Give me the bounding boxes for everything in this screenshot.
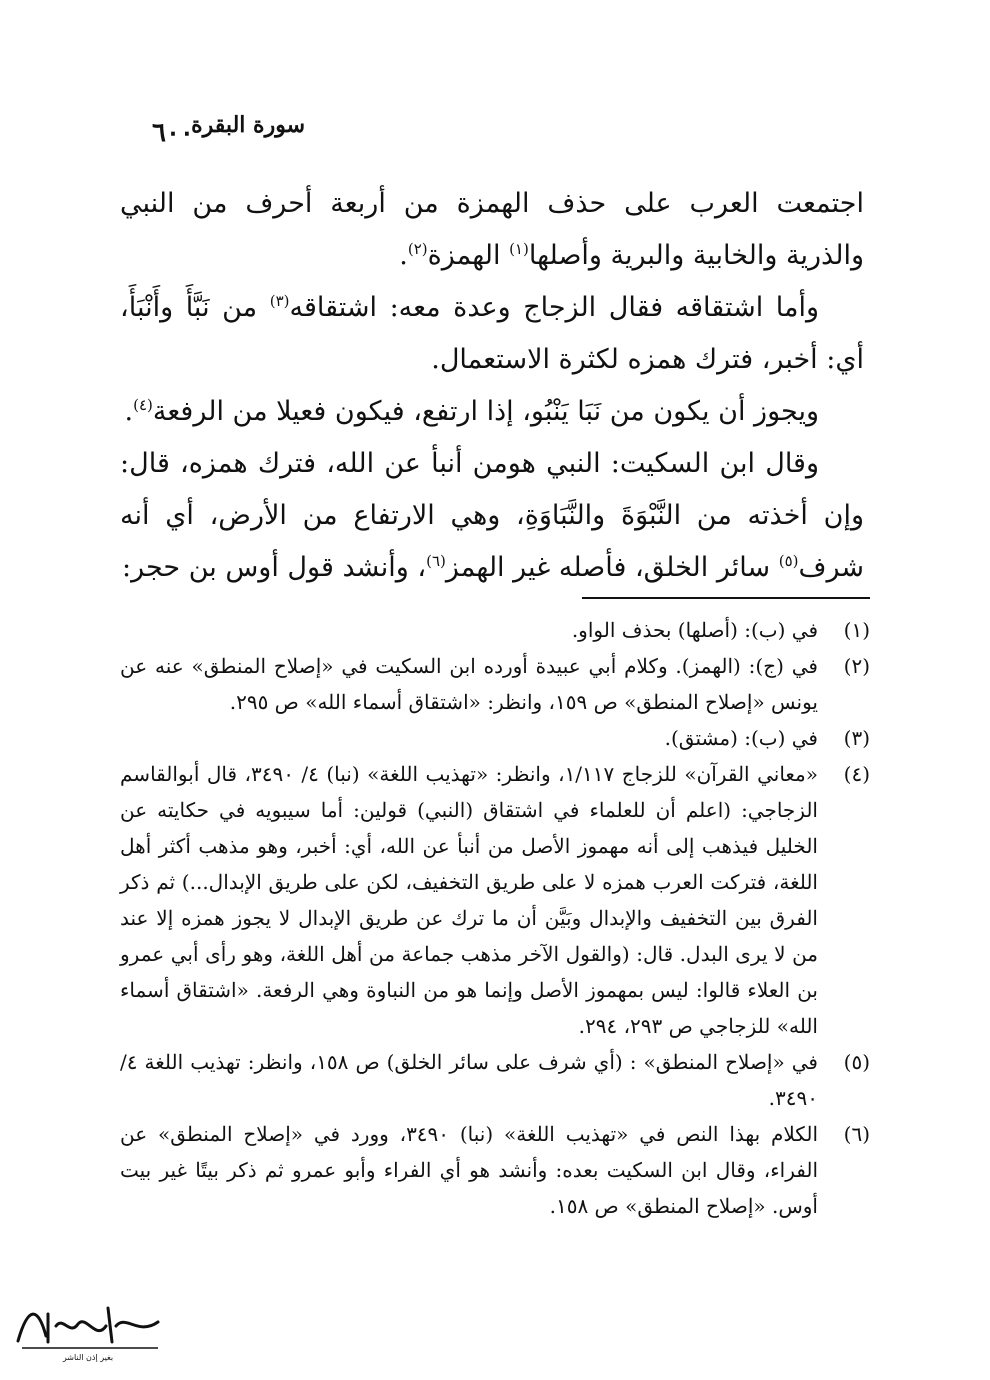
paragraph-1-text-b: الهمزة — [427, 240, 510, 271]
footnote-text: في (ب): (مشتق). — [664, 726, 818, 750]
paragraph-2-text: وأما اشتقاقه فقال الزجاج وعدة معه: اشتقاقه — [289, 292, 819, 323]
footnote-number: (٦) — [843, 1122, 870, 1146]
main-text — [120, 178, 864, 594]
paragraph-1 — [120, 178, 864, 282]
footnote-text: في «إصلاح المنطق» : (أي شرف على سائر الخلق) ص ١٥٨، وانظر: تهذيب اللغة ٤/ ٣٤٩٠. — [120, 1050, 818, 1110]
footnote-ref-1: (١) — [509, 240, 529, 258]
paragraph-4-text-b: سائر الخلق، فأصله غير الهمز — [445, 552, 779, 583]
paragraph-4-text-c: ، وأنشد قول أوس بن حجر: — [122, 552, 427, 583]
paragraph-1-text: اجتمعت العرب على حذف الهمزة من أربعة أحرف من النبي والذرية والخابية والبرية وأصلها — [120, 188, 864, 271]
logo-subtitle: بغير إذن الناشر — [62, 1353, 114, 1362]
footnote-text: الكلام بهذا النص في «تهذيب اللغة» (نبا) ٣٤٩٠، وورد في «إصلاح المنطق» عن الفراء، وقال ابن السكيت بعده: وأنشد هو أي الفراء وأبو عمرو ثم ذكر بيتًا غير بيت أوس. «إصلاح المنطق» ص ١٥٨. — [120, 1122, 818, 1218]
footnotes — [120, 612, 870, 1224]
paragraph-3-text-b: . — [124, 396, 134, 427]
footnote-number: (٥) — [843, 1050, 870, 1074]
paragraph-3 — [120, 386, 864, 438]
running-title: سورة البقرة — [191, 112, 305, 138]
footnote-text: في (ج): (الهمز). وكلام أبي عبيدة أورده ابن السكيت في «إصلاح المنطق» عنه عن يونس «إصلاح المنطق» ص ١٥٩، وانظر: «اشتقاق أسماء الله» ص ٢٩٥. — [120, 654, 818, 714]
paragraph-2-text-b: من نَبَّأَ وأَنْبَأَ، أي: أخبر، فترك همزه لكثرة الاستعمال. — [120, 292, 864, 375]
footnote-ref-2: (٢) — [407, 240, 428, 258]
footnote-text: في (ب): (أصلها) بحذف الواو. — [571, 618, 818, 642]
footnote-ref-3: (٣) — [269, 292, 290, 310]
page-number: ٦٠٠ — [152, 118, 194, 148]
paragraph-1-text-c: . — [399, 240, 408, 271]
footnote-number: (١) — [843, 618, 870, 642]
paragraph-4-text: وقال ابن السكيت: النبي هومن أنبأ عن الله، فترك همزه، قال: وإن أخذته من النَّبْوَةَ والنَّبَاوَةِ، وهي الارتفاع من الأرض، أي أنه شرف — [120, 448, 864, 583]
footnote-ref-6: (٦) — [426, 552, 446, 570]
paragraph-3-text: ويجوز أن يكون من نَبَا يَنْبُو، إذا ارتفع، فيكون فعيلا من الرفعة — [152, 396, 819, 427]
footnote-number: (٣) — [843, 726, 870, 750]
footnote-number: (٤) — [843, 762, 870, 786]
footnote-item — [120, 1116, 870, 1224]
footnote-number: (٢) — [843, 654, 870, 678]
footnote-text: «معاني القرآن» للزجاج ١/١١٧، وانظر: «تهذيب اللغة» (نبا) ٤/ ٣٤٩٠، قال أبوالقاسم الزجاجي: (اعلم أن للعلماء في اشتقاق (النبي) قولين: أما سيبويه في حكايته عن الخليل فيذهب إلى أنه مهموز الأصل من أنبأ عن الله، أي: أخبر، وهو مذهب أكثر أهل اللغة، فتركت العرب همزه لا على طريق التخفيف، لكن على طريق الإبدال...) ثم ذكر الفرق بين التخفيف والإبدال وبَيَّن أن ما ترك عن طريق الإبدال لا يجوز همزه إلا عند من لا يرى البدل. قال: (والقول الآخر مذهب جماعة من أهل اللغة، وهو رأى أبي عمرو بن العلاء قالوا: ليس بمهموز الأصل وإنما هو من النباوة وهي الرفعة. «اشتقاق أسماء الله» للزجاجي ص ٢٩٣، ٢٩٤. — [120, 762, 819, 1038]
footnote-ref-4: (٤) — [133, 396, 153, 414]
footnote-divider — [582, 597, 870, 599]
footnote-item — [120, 756, 870, 1044]
footnote-ref-5: (٥) — [778, 552, 799, 570]
footnote-item — [120, 648, 870, 720]
publisher-logo — [8, 1296, 168, 1366]
footnote-item — [120, 1044, 870, 1116]
footnote-item — [120, 720, 870, 756]
footnote-item — [120, 612, 870, 648]
page-header — [120, 112, 870, 146]
paragraph-2 — [120, 282, 864, 386]
paragraph-4 — [120, 438, 864, 594]
